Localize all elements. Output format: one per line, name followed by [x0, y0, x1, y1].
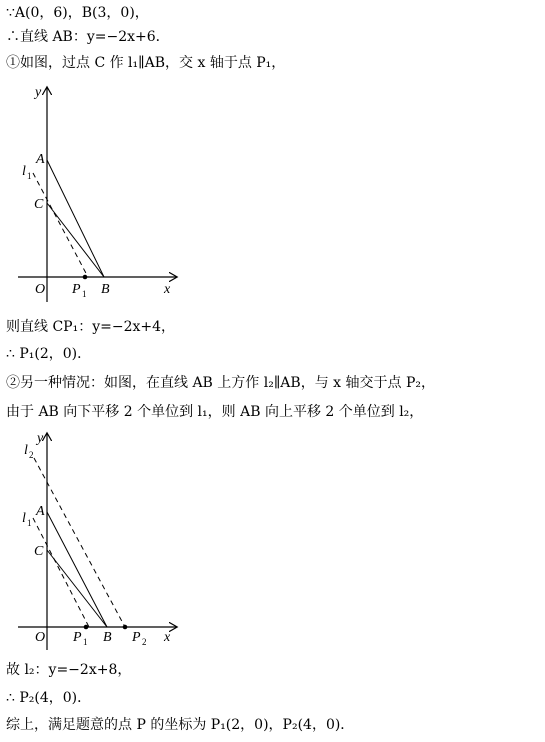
label-y: y [35, 85, 42, 100]
label-x: x [164, 282, 171, 297]
point-p2 [123, 625, 128, 630]
label-b: B [101, 282, 110, 297]
segment-ab [47, 160, 104, 277]
segment-cb [47, 550, 107, 627]
label-p2-sub: 2 [142, 637, 147, 647]
label-a: A [36, 152, 45, 167]
label-o: O [35, 282, 46, 297]
text-line-1: ∵A(0，6)，B(3，0)， [6, 5, 149, 21]
segment-cb [47, 203, 104, 277]
text-line-7: 由于 AB 向下平移 2 个单位到 l₁，则 AB 向上平移 2 个单位到 l₂， [6, 404, 424, 420]
point-p1 [83, 275, 88, 280]
line-l2-dashed [34, 458, 125, 627]
label-a: A [36, 504, 45, 519]
label-l2-sub: 2 [29, 450, 34, 460]
label-l1: l [22, 511, 26, 526]
label-y: y [37, 431, 44, 446]
line-l1-dashed [33, 518, 89, 627]
label-l: l [22, 164, 26, 179]
label-p: P [72, 282, 81, 297]
point-p1 [84, 625, 89, 630]
label-l-sub: 1 [27, 171, 32, 181]
segment-ab [47, 512, 107, 627]
text-line-2: ∴直线 AB：y=−2x+6． [6, 29, 170, 45]
label-p1: P [73, 630, 82, 645]
text-line-5: ∴ P₁(2，0)． [6, 346, 92, 362]
label-p1-sub: 1 [83, 637, 88, 647]
text-line-6: ②另一种情况：如图，在直线 AB 上方作 l₂∥AB，与 x 轴交于点 P₂， [6, 375, 435, 391]
label-c: C [34, 197, 44, 212]
label-o: O [35, 630, 46, 645]
text-line-4: 则直线 CP₁：y=−2x+4， [6, 319, 176, 335]
text-line-3: ①如图，过点 C 作 l₁∥AB，交 x 轴于点 P₁， [6, 55, 286, 71]
label-c: C [34, 544, 44, 559]
label-p2: P [132, 630, 141, 645]
label-p-sub: 1 [82, 289, 87, 299]
text-line-9: ∴ P₂(4，0)． [6, 690, 92, 706]
text-line-10: 综上，满足题意的点 P 的坐标为 P₁(2，0)，P₂(4，0)． [6, 717, 355, 733]
label-l1-sub: 1 [27, 518, 32, 528]
text-line-8: 故 l₂：y=−2x+8， [6, 662, 132, 678]
label-l2: l [24, 443, 28, 458]
figure-2 [0, 428, 200, 650]
figure-1 [0, 80, 200, 302]
label-x: x [164, 630, 171, 645]
label-b: B [103, 630, 112, 645]
